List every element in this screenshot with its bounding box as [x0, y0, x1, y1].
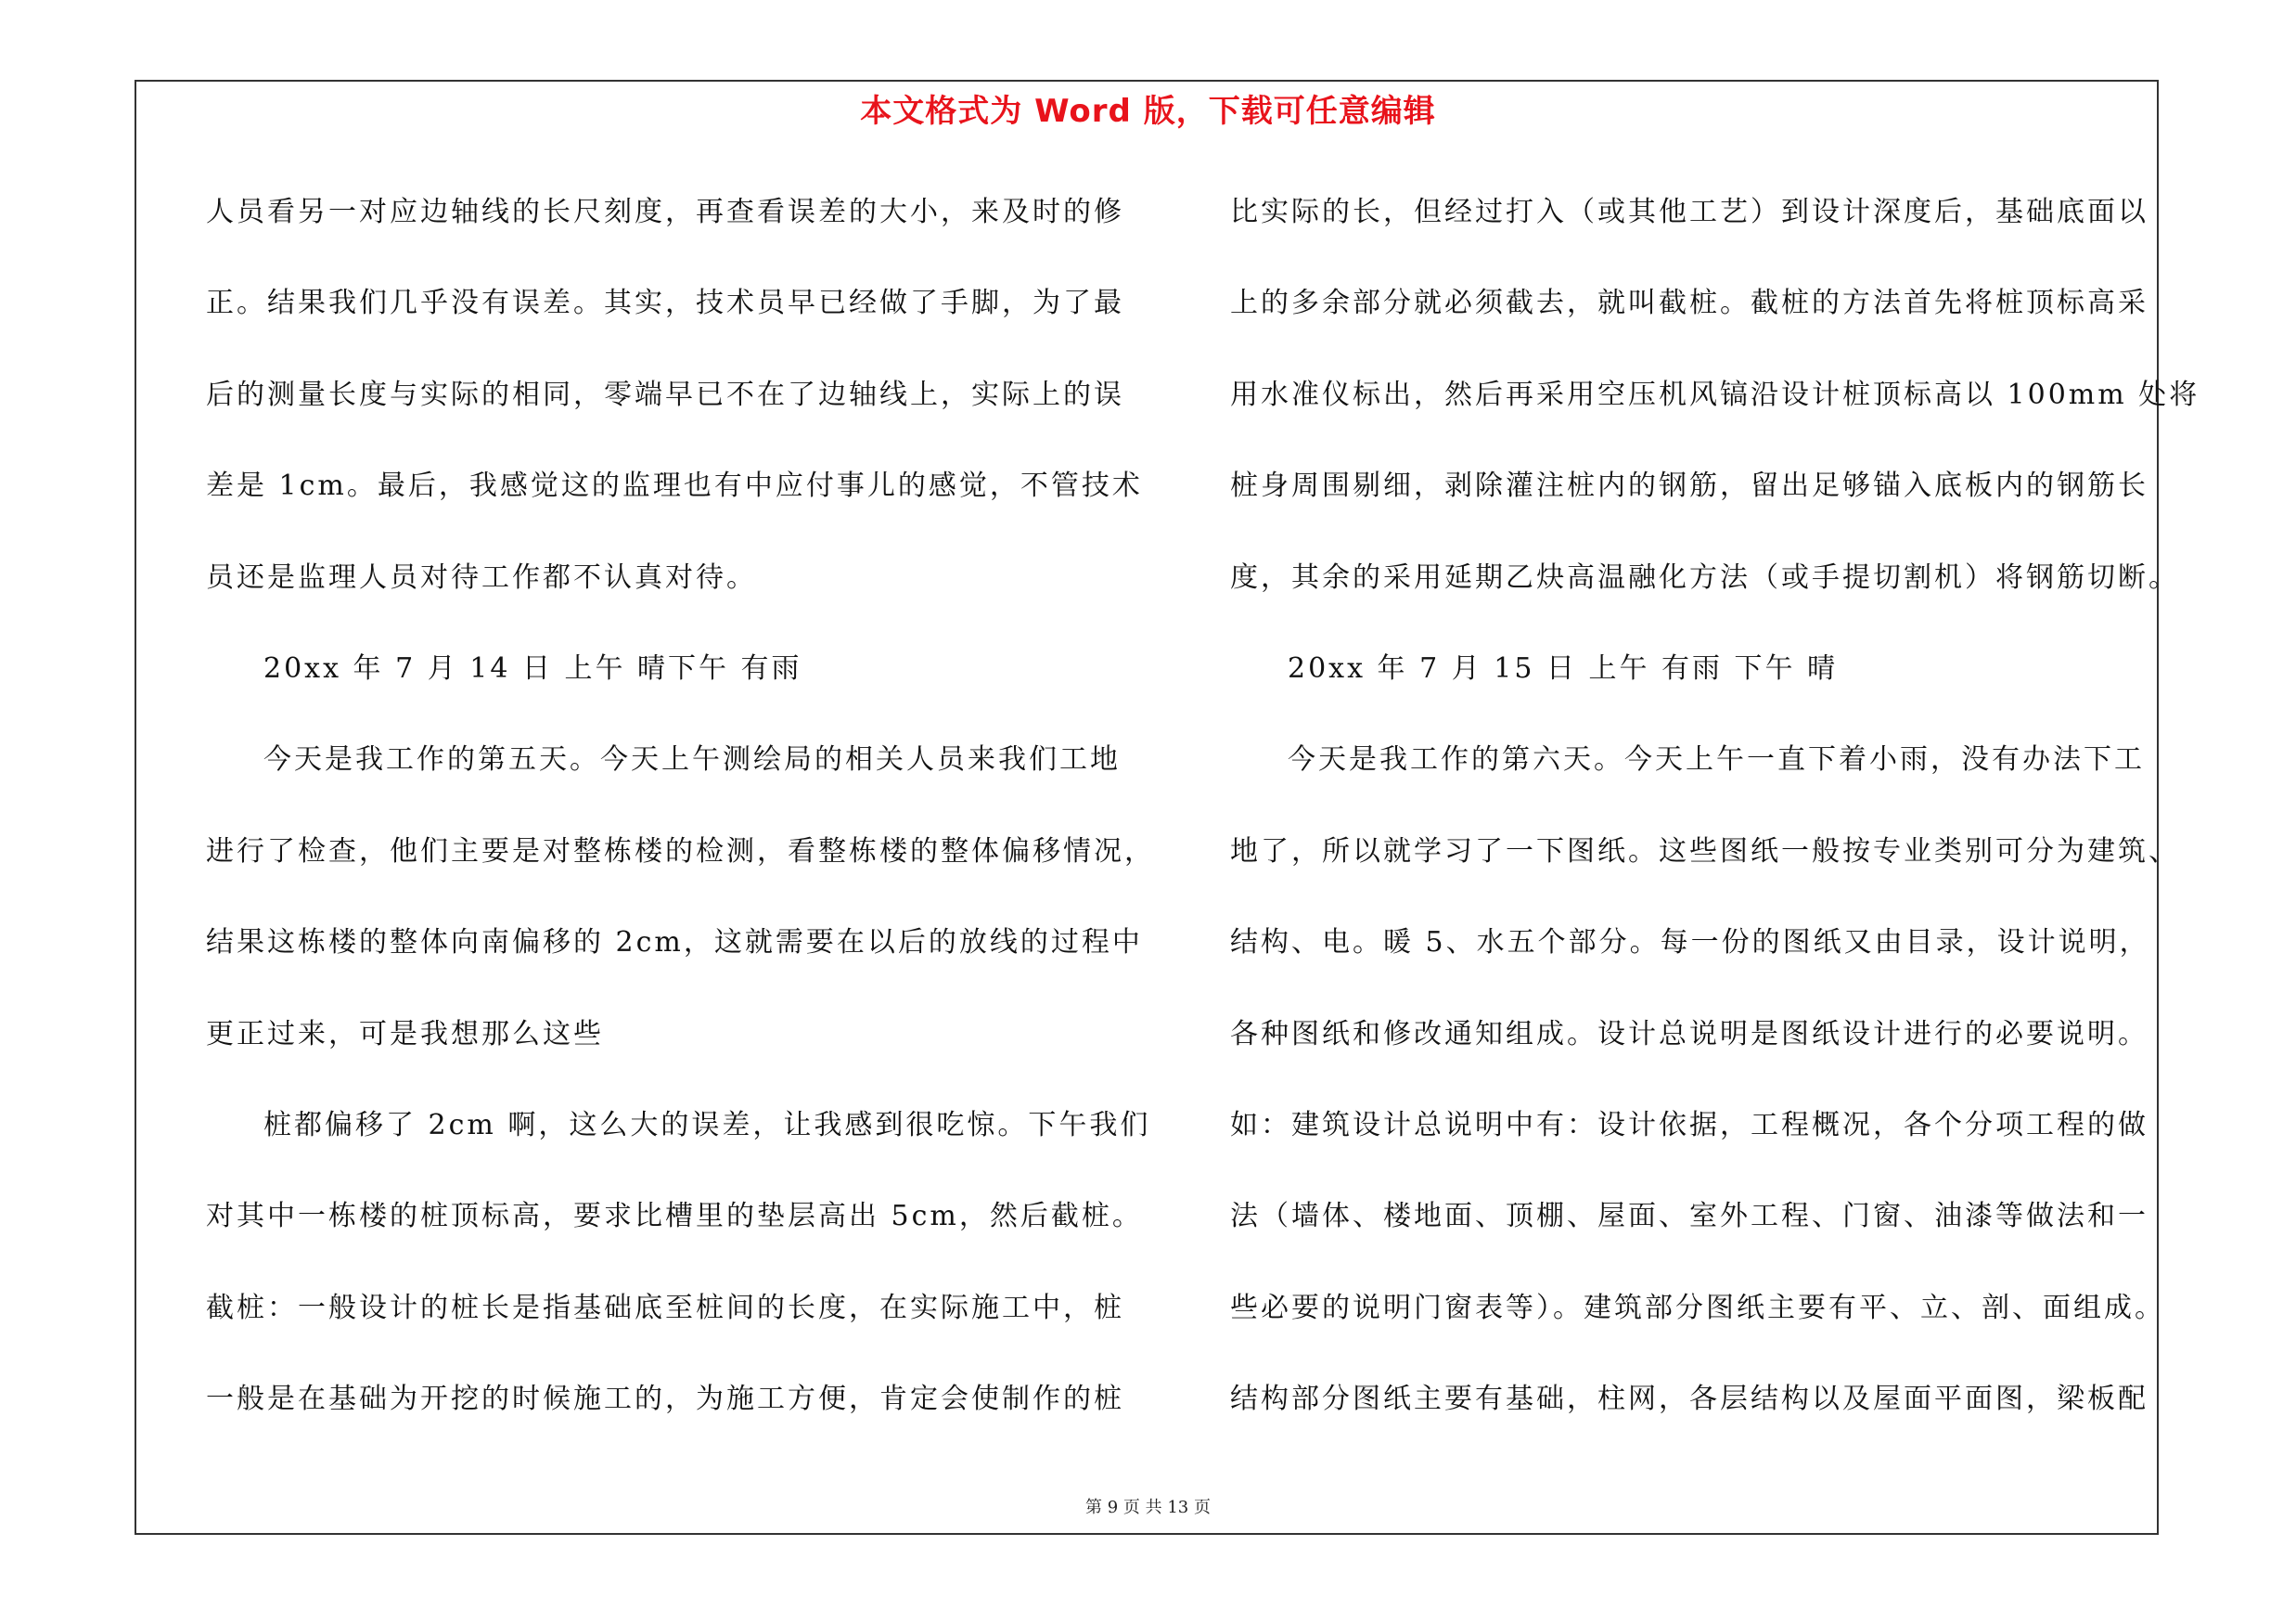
text-line: 结果这栋楼的整体向南偏移的 2cm，这就需要在以后的放线的过程中: [206, 926, 1143, 960]
text-line: 上的多余部分就必须截去，就叫截桩。截桩的方法首先将桩顶标高采: [1230, 287, 2148, 320]
left-column: [206, 186, 1155, 1463]
text-line: 后的测量长度与实际的相同，零端早已不在了边轴线上，实际上的误: [206, 378, 1124, 411]
text-line: 地了，所以就学习了一下图纸。这些图纸一般按专业类别可分为建筑、: [1230, 834, 2179, 868]
text-line: 更正过来，可是我想那么这些: [206, 1017, 604, 1050]
text-line: 对其中一栋楼的桩顶标高，要求比槽里的垫层高出 5cm，然后截桩。: [206, 1200, 1143, 1233]
text-line: 截桩：一般设计的桩长是指基础底至桩间的长度，在实际施工中，桩: [206, 1291, 1124, 1324]
text-line: 度，其余的采用延期乙炔高温融化方法（或手提切割机）将钢筋切断。: [1230, 560, 2179, 594]
text-line: 桩身周围剔细，剥除灌注桩内的钢筋，留出足够锚入底板内的钢筋长: [1230, 470, 2148, 503]
text-line: 结构、电。暖 5、水五个部分。每一份的图纸又由目录，设计说明，: [1230, 926, 2150, 960]
text-line: 如：建筑设计总说明中有：设计依据，工程概况，各个分项工程的做: [1230, 1108, 2148, 1141]
header-banner: 本文格式为 Word 版，下载可任意编辑: [860, 93, 1436, 130]
text-line: 用水准仪标出，然后再采用空压机风镐沿设计桩顶标高以 100mm 处将: [1230, 378, 2200, 411]
text-line: 一般是在基础为开挖的时候施工的，为施工方便，肯定会使制作的桩: [206, 1383, 1124, 1416]
text-line: 结构部分图纸主要有基础，柱网，各层结构以及屋面平面图，梁板配: [1230, 1383, 2148, 1416]
text-line: 法（墙体、楼地面、顶棚、屋面、室外工程、门窗、油漆等做法和一: [1230, 1200, 2148, 1233]
text-line: 些必要的说明门窗表等）。建筑部分图纸主要有平、立、剖、面组成。: [1230, 1291, 2165, 1324]
text-line: 20xx 年 7 月 15 日 上午 有雨 下午 晴: [1288, 651, 1839, 685]
text-line: 各种图纸和修改通知组成。设计总说明是图纸设计进行的必要说明。: [1230, 1017, 2148, 1050]
right-column: [1230, 186, 2200, 1463]
text-line: 进行了检查，他们主要是对整栋楼的检测，看整栋楼的整体偏移情况，: [206, 834, 1155, 868]
text-line: 员还是监理人员对待工作都不认真对待。: [206, 560, 757, 594]
page-number-footer: 第 9 页 共 13 页: [1085, 1498, 1211, 1517]
text-line: 桩都偏移了 2cm 啊，这么大的误差，让我感到很吃惊。下午我们: [263, 1108, 1151, 1141]
text-line: 今天是我工作的第六天。今天上午一直下着小雨，没有办法下工: [1288, 743, 2145, 777]
text-line: 正。结果我们几乎没有误差。其实，技术员早已经做了手脚，为了最: [206, 287, 1124, 320]
text-line: 差是 1cm。最后，我感觉这的监理也有中应付事儿的感觉，不管技术: [206, 470, 1143, 503]
text-line: 比实际的长，但经过打入（或其他工艺）到设计深度后，基础底面以: [1230, 196, 2148, 228]
text-line: 人员看另一对应边轴线的长尺刻度，再查看误差的大小，来及时的修: [206, 196, 1124, 228]
text-line: 20xx 年 7 月 14 日 上午 晴下午 有雨: [263, 651, 802, 685]
text-line: 今天是我工作的第五天。今天上午测绘局的相关人员来我们工地: [263, 743, 1121, 777]
